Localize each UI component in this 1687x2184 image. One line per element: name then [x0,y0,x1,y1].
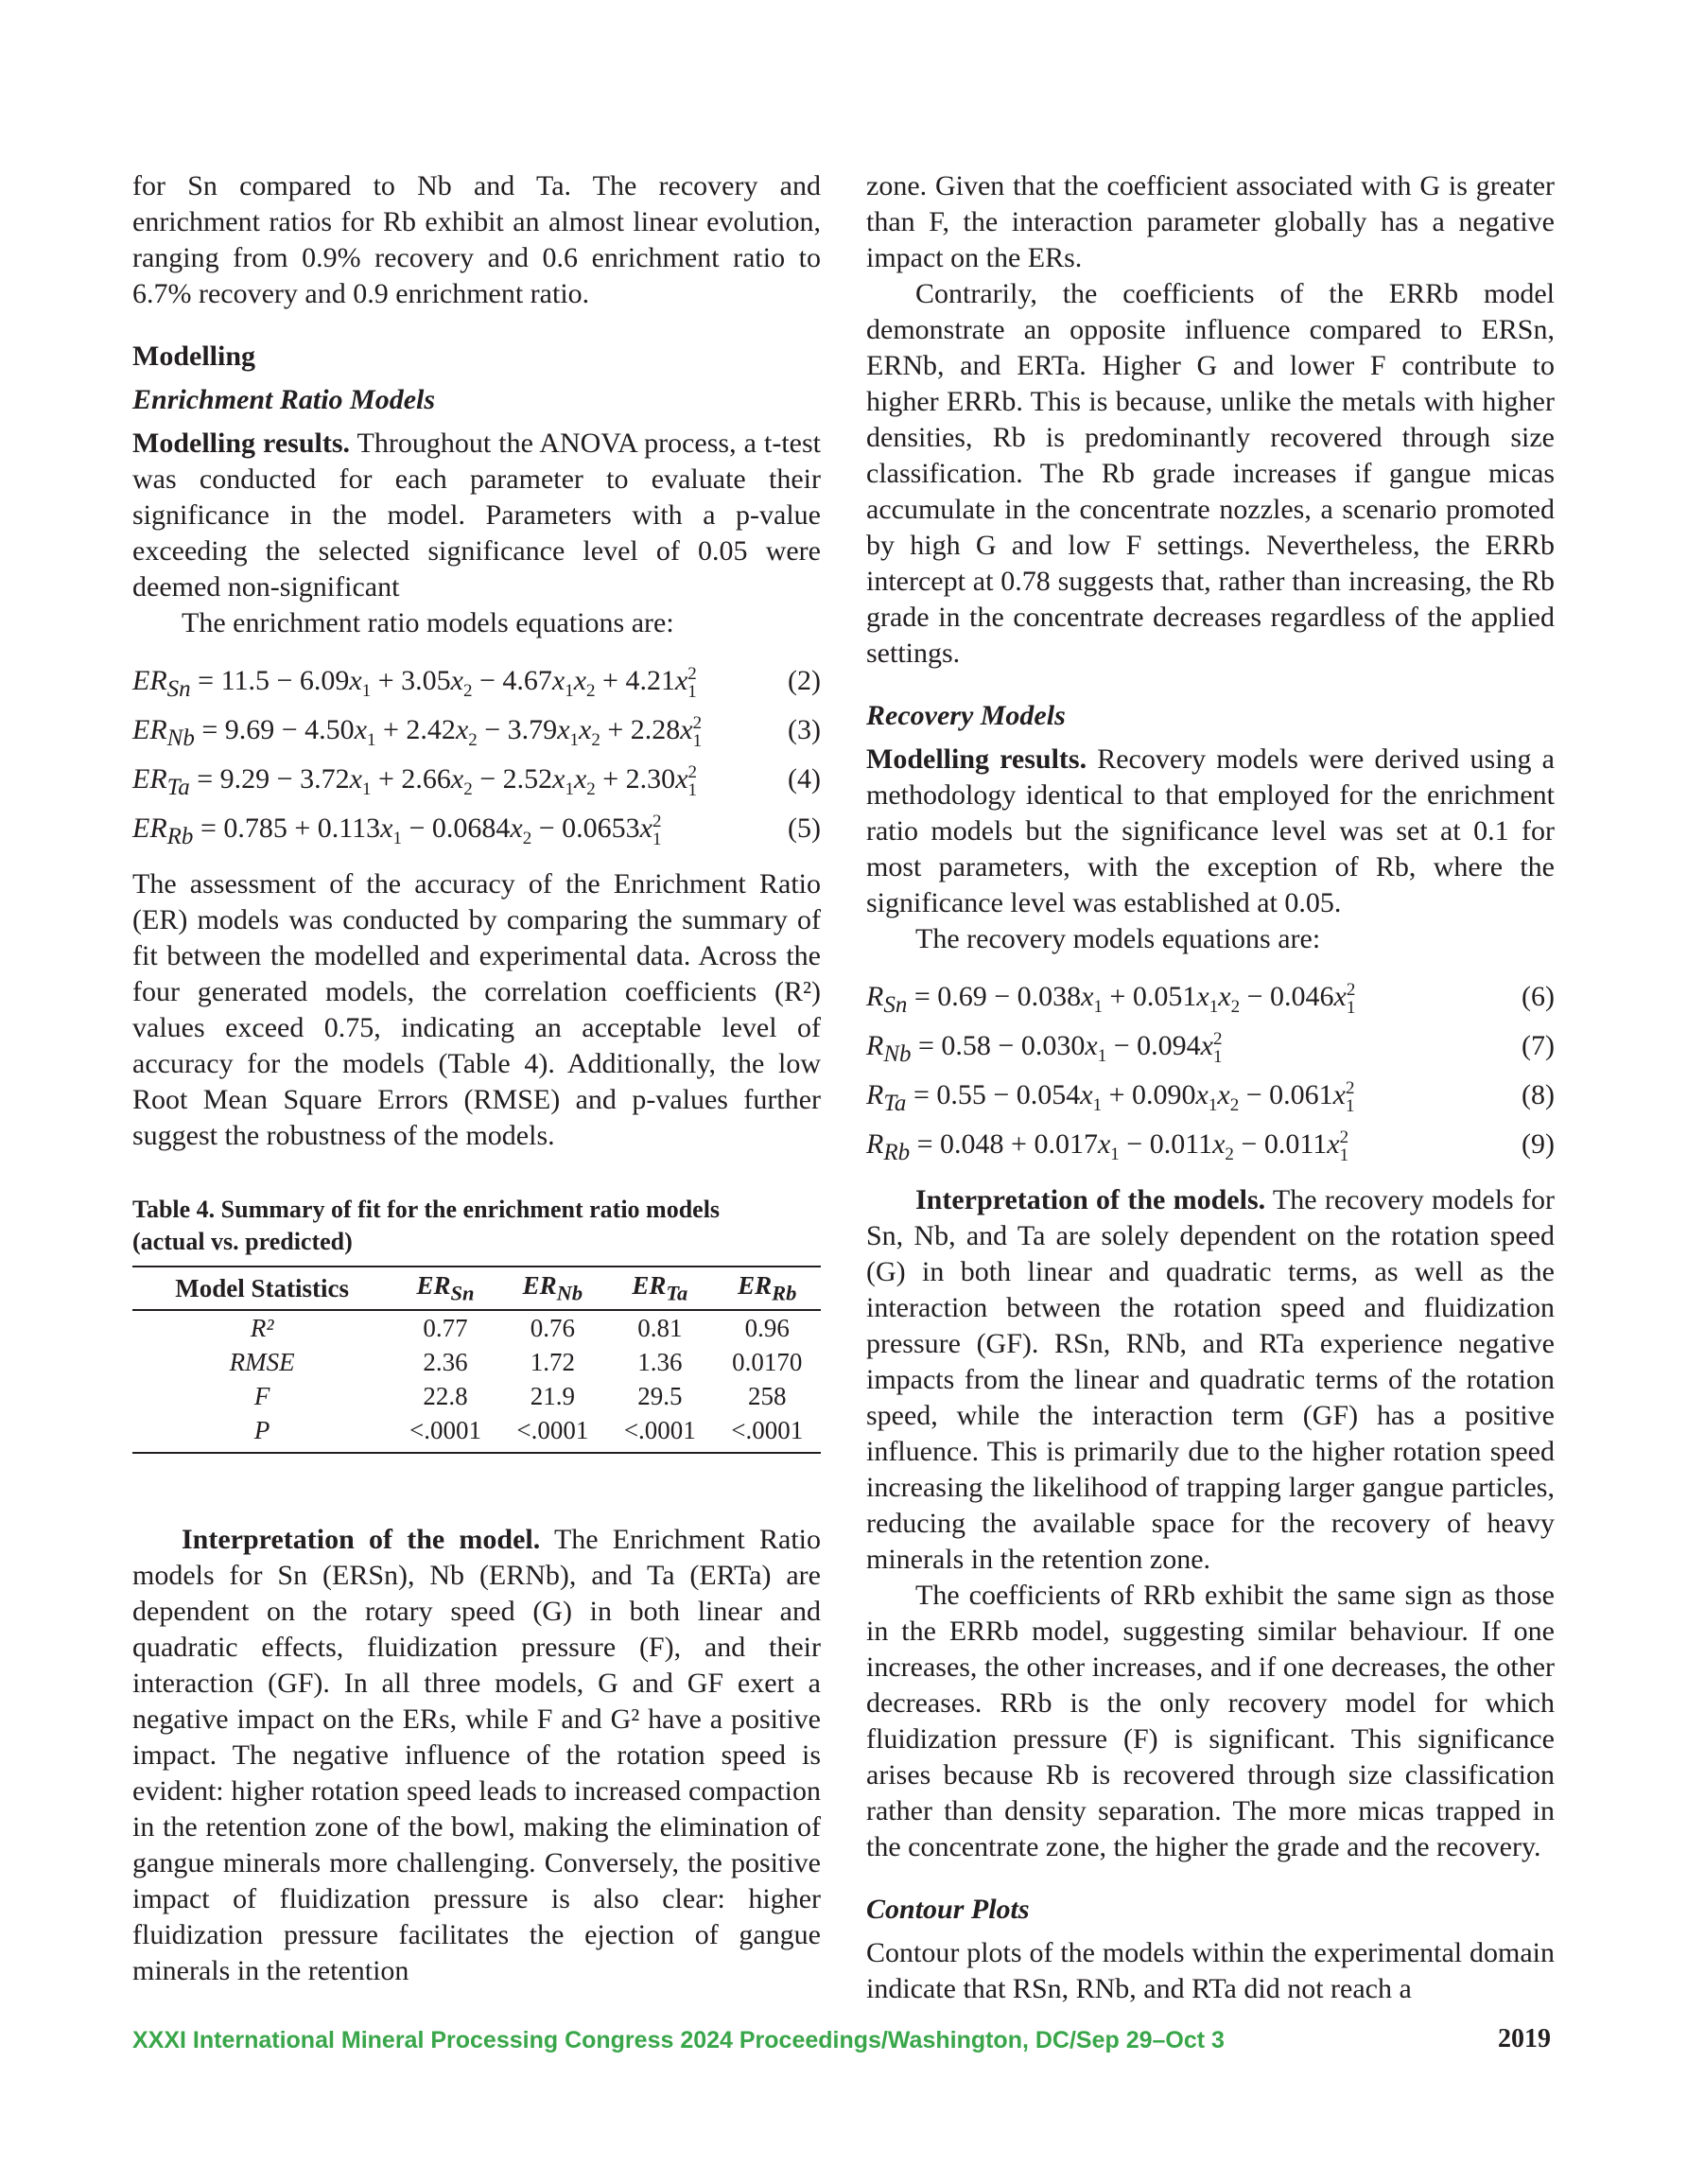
paragraph-recovery-results [866,742,1555,921]
equation-body: $R_{Nb} = 0.58 - 0.030x_1 - 0.094x$ 2 1 [866,1029,1223,1068]
recovery-equation-2 [866,1022,1555,1071]
table-cell: 258 [748,1382,787,1411]
paragraph-intro: for Sn compared to Nb and Ta. The recovery and enrichment ratios for Rb exhibit an almost linear evolution, ranging from 0.9% recovery and 0.6 enrichment ratio to 6.7% recovery and 0.9 enrichment ratio. [132,170,821,309]
table-row-label: R² [250,1314,274,1343]
equation-number: (4) [788,763,821,795]
table-header-rb: $ER_{Rb}$ [714,1267,821,1310]
table-cell: <.0001 [499,1413,606,1453]
equation-body: $R_{Ta} = 0.55 - 0.054x_1 + 0.090x_1x_2 - 0.061x$ 2 1 [866,1078,1355,1117]
table-4 [132,1194,821,1454]
paragraph-interpretation-models [866,1182,1555,1578]
paragraph-contrarily: Contrarily, the coefficients of the ERRb model demonstrate an opposite influence compared to ERSn, ERNb, and ERTa. Higher G and lower F contribute to higher ERRb. This is because, unlike the metals with higher densities, Rb is predominantly recovered through size classification. The Rb grade increases if gangue micas accumulate in the concentrate nozzles, a scenario promoted by high G and low F settings. Nevertheless, the ERRb intercept at 0.78 suggests that, rather than increasing, the Rb grade in the concentrate decreases regardless of the applied settings. [866,278,1555,669]
heading-contour-plots: Contour Plots [866,1894,1030,1925]
er-equation-4 [132,804,821,853]
table-row-label: F [253,1382,270,1411]
equation-number: (9) [1522,1128,1555,1160]
footer-conference-title: XXXI International Mineral Processing Congress 2024 Proceedings/Washington, DC/Sep 29–Oct 3 [132,2027,1225,2053]
table-caption [132,1194,821,1258]
paragraph-continuation: zone. Given that the coefficient associated with G is greater than F, the interaction parameter globally has a negative impact on the ERs. [866,170,1555,273]
table-header-model-statistics: Model Statistics [132,1267,391,1310]
table-cell: <.0001 [606,1413,713,1453]
heading-modelling: Modelling [132,341,256,372]
interpretation-model-text: The Enrichment Ratio models for Sn (ERSn), Nb (ERNb), and Ta (ERTa) are dependent on the rotary speed (G) in both linear and quadratic effects, fluidization pressure (F), and their interaction (GF). In all three models, G and GF exert a negative impact on the ERs, while F and G² have a positive impact. The negative influence of the rotation speed is evident: higher rotation speed leads to increased compaction in the retention zone of the bowl, making the elimination of gangue minerals more challenging. Conversely, the positive impact of fluidization pressure is also clear: higher fluidization pressure facilitates the ejection of gangue minerals in the retention [132,1524,821,1987]
table-cell: 0.76 [530,1314,576,1343]
recovery-results-text: Recovery models were derived using a methodology identical to that employed for the enrichment ratio models but the significance level was set at 0.1 for most parameters, with the exception of Rb, where the significance level was established at 0.05. [866,743,1555,918]
paragraph-interpretation-model [132,1522,821,1989]
runin-recovery-modelling-results: Modelling results. [866,743,1087,775]
equation-number: (6) [1522,981,1555,1012]
paragraph-assessment: The assessment of the accuracy of the Enrichment Ratio (ER) models was conducted by comparing the summary of fit between the modelled and experimental data. Across the four generated models, the correlation coefficients (R²) values exceed 0.75, indicating an acceptable level of accuracy for the models (Table 4). Additionally, the low Root Mean Square Errors (RMSE) and p-values further suggest the robustness of the models. [132,868,821,1151]
table-row [132,1345,821,1379]
table-header-sn: $ER_{Sn}$ [391,1267,498,1310]
table-caption-line-1: Table 4. Summary of fit for the enrichment ratio models [132,1196,721,1223]
summary-of-fit-table [132,1266,821,1454]
heading-recovery-models: Recovery Models [866,700,1066,731]
recovery-equations [866,972,1555,1169]
left-column [132,168,821,1989]
equation-number: (3) [788,714,821,745]
table-row-label: RMSE [229,1348,295,1377]
equation-number: (7) [1522,1030,1555,1061]
equation-body: $ER_{Sn} = 11.5 - 6.09x_1 + 3.05x_2 - 4.67x_1x_2 + 4.21x$ 2 1 [132,664,697,703]
runin-interpretation-models: Interpretation of the models. [915,1184,1266,1215]
table-header-row [132,1267,821,1310]
equation-body: $R_{Rb} = 0.048 + 0.017x_1 - 0.011x_2 - 0.011x$ 2 1 [866,1127,1349,1166]
table-row [132,1413,821,1453]
paragraph-equations-intro: The enrichment ratio models equations are: [182,607,674,638]
table-row [132,1379,821,1413]
table-body [132,1310,821,1453]
table-header-ta: $ER_{Ta}$ [606,1267,713,1310]
equation-body: $R_{Sn} = 0.69 - 0.038x_1 + 0.051x_1x_2 - 0.046x$ 2 1 [866,980,1356,1019]
table-cell: 0.81 [637,1314,683,1343]
modelling-results-text: Throughout the ANOVA process, a t-test was conducted for each parameter to evaluate their significance in the model. Parameters with a p-value exceeding the selected significance level of 0.05 were deemed non-significant [132,428,821,603]
table-cell: 1.36 [637,1348,683,1377]
table-cell: <.0001 [391,1413,498,1453]
table-header-nb: $ER_{Nb}$ [499,1267,606,1310]
equation-body: $ER_{Ta} = 9.29 - 3.72x_1 + 2.66x_2 - 2.52x_1x_2 + 2.30x$ 2 1 [132,762,698,801]
paragraph-coefficients: The coefficients of RRb exhibit the same sign as those in the ERRb model, suggesting similar behaviour. If one increases, the other increases, and if one decreases, the other decreases. RRb is the only recovery model for which fluidization pressure (F) is significant. This significance arises because Rb is recovered through size classification rather than density separation. The more micas trapped in the concentrate zone, the higher the grade and the recovery. [866,1580,1555,1862]
table-cell: 0.96 [744,1314,790,1343]
recovery-equation-4 [866,1120,1555,1169]
recovery-equation-3 [866,1071,1555,1120]
footer-page-number: 2019 [1498,2024,1551,2053]
er-equation-3 [132,755,821,804]
paragraph-contour: Contour plots of the models within the experimental domain indicate that RSn, RNb, and RTa did not reach a [866,1937,1555,2004]
table-cell: 0.77 [423,1314,468,1343]
table-cell: 0.0170 [732,1348,803,1377]
recovery-equation-1 [866,972,1555,1022]
table-cell: <.0001 [714,1413,821,1453]
heading-enrichment-ratio-models: Enrichment Ratio Models [132,384,436,415]
table-cell: 1.72 [530,1348,576,1377]
enrichment-equations [132,656,821,853]
paragraph-recovery-eq-intro: The recovery models equations are: [915,923,1321,954]
table-row-label: P [132,1413,391,1453]
equation-body: $ER_{Rb} = 0.785 + 0.113x_1 - 0.0684x_2 - 0.0653x$ 2 1 [132,812,662,850]
paragraph-modelling-results [132,426,821,605]
table-cell: 2.36 [423,1348,468,1377]
equation-number: (5) [788,812,821,844]
table-row [132,1310,821,1345]
equation-number: (8) [1522,1079,1555,1110]
runin-modelling-results: Modelling results. [132,428,351,459]
er-equation-2 [132,706,821,755]
table-cell: 21.9 [530,1382,576,1411]
right-column [866,168,1555,2007]
table-cell: 29.5 [637,1382,683,1411]
table-cell: 22.8 [423,1382,468,1411]
er-equation-1 [132,656,821,706]
interpretation-models-text: The recovery models for Sn, Nb, and Ta are solely dependent on the rotation speed (G) in both linear and quadratic terms, as well as the interaction between the rotation speed and fluidization pressure (GF). RSn, RNb, and RTa experience negative impacts from the linear and quadratic terms of the rotation speed, while the interaction term (GF) has a positive influence. This is primarily due to the higher rotation speed increasing the likelihood of trapping larger gangue particles, reducing the available space for the recovery of heavy minerals in the retention zone. [866,1184,1555,1575]
table-caption-line-2: (actual vs. predicted) [132,1228,353,1255]
equation-body: $ER_{Nb} = 9.69 - 4.50x_1 + 2.42x_2 - 3.79x_1x_2 + 2.28x$ 2 1 [132,713,703,752]
equation-number: (2) [788,665,821,696]
runin-interpretation-model: Interpretation of the model. [182,1524,541,1556]
